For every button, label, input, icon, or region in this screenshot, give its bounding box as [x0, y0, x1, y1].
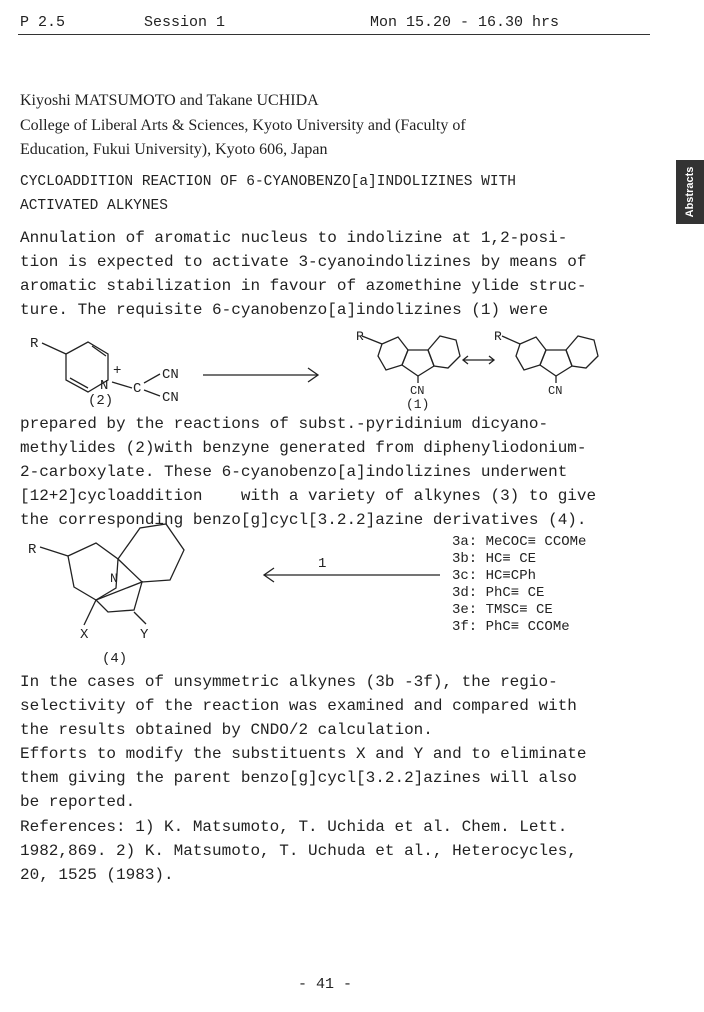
reference-line: 1982,869. 2) K. Matsumoto, T. Uchuda et al., Heterocycles, [20, 842, 577, 860]
session-time: Mon 15.20 - 16.30 hrs [370, 14, 560, 31]
abstracts-side-tab: Abstracts [676, 160, 704, 224]
cn-label: CN [162, 390, 179, 406]
body-line: methylides (2)with benzyne generated from diphenyliodonium- [20, 439, 587, 457]
n-label: N [110, 571, 118, 586]
compound-label-2: (2) [88, 393, 114, 409]
affiliation-line: Education, Fukui University), Kyoto 606, Japan [20, 141, 328, 158]
alkyne-3d: 3d: PhC≡ CE [452, 585, 545, 601]
body-line: In the cases of unsymmetric alkynes (3b -3f), the regio- [20, 673, 558, 691]
body-line: tion is expected to activate 3-cyanoindolizines by means of [20, 253, 587, 271]
body-line: ture. The requisite 6-cyanobenzo[a]indolizines (1) were [20, 301, 549, 319]
session-name: Session 1 [144, 14, 226, 31]
y-label: Y [140, 627, 149, 643]
x-label: X [80, 627, 89, 643]
body-line: Annulation of aromatic nucleus to indolizine at 1,2-posi- [20, 229, 568, 247]
body-line: 2-carboxylate. These 6-cyanobenzo[a]indolizines underwent [20, 463, 568, 481]
reference-line: References: 1) K. Matsumoto, T. Uchida et al. Chem. Lett. [20, 818, 568, 836]
alkyne-3b: 3b: HC≡ CE [452, 551, 537, 567]
cn-label: CN [162, 367, 179, 383]
body-line: the results obtained by CNDO/2 calculation. [20, 721, 433, 739]
body-line: the corresponding benzo[g]cycl[3.2.2]azine derivatives (4). [20, 511, 587, 529]
n-label: N [100, 378, 109, 394]
alkyne-3c: 3c: HC≡CPh [452, 568, 537, 584]
abstract-title: ACTIVATED ALKYNES [20, 198, 168, 214]
body-line: be reported. [20, 793, 136, 811]
alkyne-3f: 3f: PhC≡ CCOMe [452, 619, 570, 635]
reference-line: 20, 1525 (1983). [20, 866, 174, 884]
affiliation-line: College of Liberal Arts & Sciences, Kyoto University and (Faculty of [20, 117, 466, 134]
c-label: C [133, 381, 142, 397]
r-label: R [28, 542, 37, 558]
cn-label: CN [410, 384, 425, 398]
compound-label-4: (4) [102, 651, 128, 667]
plus-charge: + [113, 363, 122, 379]
body-line: selectivity of the reaction was examined and compared with [20, 697, 577, 715]
arrow-label: 1 [318, 556, 327, 572]
cn-label: CN [548, 384, 563, 398]
page-number: - 41 - [298, 976, 353, 993]
abstract-title: CYCLOADDITION REACTION OF 6-CYANOBENZO[a]INDOLIZINES WITH [20, 174, 516, 190]
r-label: R [356, 329, 364, 344]
body-line: aromatic stabilization in favour of azomethine ylide struc- [20, 277, 587, 295]
body-line: Efforts to modify the substituents X and Y and to eliminate [20, 745, 587, 763]
benzoindolizine-structure [362, 336, 598, 383]
authors: Kiyoshi MATSUMOTO and Takane UCHIDA [20, 92, 319, 109]
body-line: them giving the parent benzo[g]cycl[3.2.2]azines will also [20, 769, 577, 787]
r-label: R [30, 336, 39, 352]
r-label: R [494, 329, 502, 344]
alkyne-3a: 3a: MeCOC≡ CCOMe [452, 534, 587, 550]
session-code: P 2.5 [20, 14, 66, 31]
compound-label-1: (1) [406, 397, 430, 412]
body-line: prepared by the reactions of subst.-pyridinium dicyano- [20, 415, 549, 433]
alkyne-3e: 3e: TMSC≡ CE [452, 602, 553, 618]
body-line: [12+2]cycloaddition with a variety of alkynes (3) to give [20, 487, 597, 505]
